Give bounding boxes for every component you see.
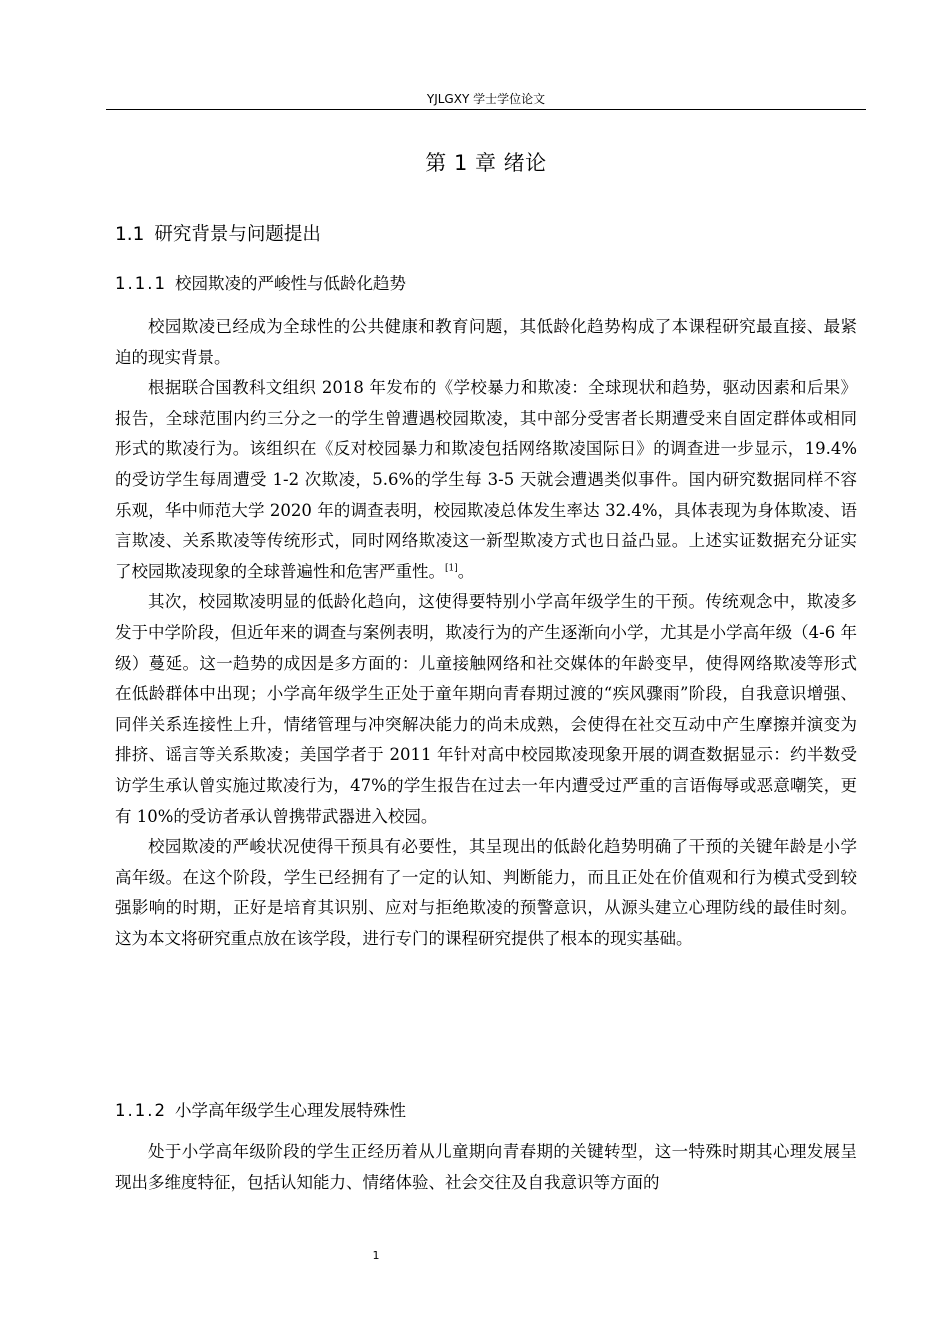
paragraph [115, 373, 857, 587]
subsection-heading-1 [115, 271, 406, 297]
paragraph: 其次，校园欺凌明显的低龄化趋向，这使得要特别小学高年级学生的干预。传统观念中，欺凌多发于中学阶段，但近年来的调查与案例表明，欺凌行为的产生逐渐向小学，尤其是小学高年级（4-6 年级）蔓延。这一趋势的成因是多方面的：儿童接触网络和社交媒体的年龄变早，使得网络欺凌等形式在低龄群体中出现；小学高年级学生正处于童年期向青春期过渡的“疾风骤雨”阶段，自我意识增强、同伴关系连接性上升，情绪管理与冲突解决能力的尚未成熟，会使得在社交互动中产生摩擦并演变为排挤、谣言等关系欺凌；美国学者于 2011 年针对高中校园欺凌现象开展的调查数据显示：约半数受访学生承认曾实施过欺凌行为，47%的学生报告在过去一年内遭受过严重的言语侮辱或恶意嘲笑，更有 10%的受访者承认曾携带武器进入校园。 [115, 592, 857, 826]
paragraph: 处于小学高年级阶段的学生正经历着从儿童期向青春期的关键转型，这一特殊时期其心理发展呈现出多维度特征，包括认知能力、情绪体验、社会交往及自我意识等方面的 [115, 1142, 857, 1192]
page-number: 1 [372, 1249, 380, 1262]
paragraph-tail: 。 [457, 561, 475, 581]
paragraph: 校园欺凌已经成为全球性的公共健康和教育问题，其低龄化趋势构成了本课程研究最直接、最紧迫的现实背景。 [115, 317, 857, 367]
subsection-number-2: 1.1.2 [115, 1101, 167, 1120]
section-number: 1.1 [115, 224, 145, 245]
body-text-2 [115, 1137, 857, 1198]
body-text-1 [115, 312, 857, 954]
running-header: YJLGXY 学士学位论文 [426, 92, 546, 106]
subsection-title-2: 小学高年级学生心理发展特殊性 [174, 1101, 406, 1120]
citation-marker[interactable]: [1] [445, 563, 458, 574]
section-heading [115, 221, 321, 249]
subsection-number-1: 1.1.1 [115, 274, 167, 293]
subsection-heading-2 [115, 1098, 406, 1124]
chapter-title: 第 1 章 绪论 [425, 151, 547, 175]
paragraph: 校园欺凌的严峻状况使得干预具有必要性，其呈现出的低龄化趋势明确了干预的关键年龄是小学高年级。在这个阶段，学生已经拥有了一定的认知、判断能力，而且正处在价值观和行为模式受到较强影响的时期，正好是培育其识别、应对与拒绝欺凌的预警意识，从源头建立心理防线的最佳时刻。这为本文将研究重点放在该学段，进行专门的课程研究提供了根本的现实基础。 [115, 837, 857, 948]
section-title: 研究背景与问题提出 [154, 224, 321, 245]
header-rule [106, 109, 866, 110]
paragraph-text: 根据联合国教科文组织 2018 年发布的《学校暴力和欺凌：全球现状和趋势，驱动因素和后果》报告，全球范围内约三分之一的学生曾遭遇校园欺凌，其中部分受害者长期遭受来自固定群体或相同形式的欺凌行为。该组织在《反对校园暴力和欺凌包括网络欺凌国际日》的调查进一步显示，19.4%的受访学生每周遭受 1-2 次欺凌，5.6%的学生每 3-5 天就会遭遇类似事件。国内研究数据同样不容乐观，华中师范大学 2020 年的调查表明，校园欺凌总体发生率达 32.4%，具体表现为身体欺凌、语言欺凌、关系欺凌等传统形式，同时网络欺凌这一新型欺凌方式也日益凸显。上述实证数据充分证实了校园欺凌现象的全球普遍性和危害严重性。 [115, 378, 857, 581]
subsection-title-1: 校园欺凌的严峻性与低龄化趋势 [174, 274, 406, 293]
